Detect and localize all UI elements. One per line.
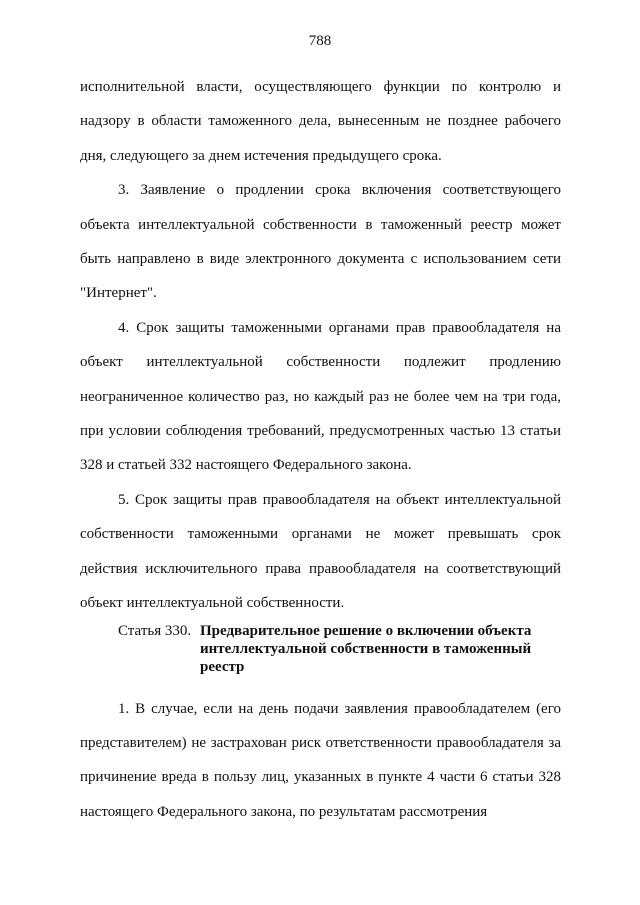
article-title: Предварительное решение о включении объекта интеллектуальной собственности в таможенный реестр: [200, 622, 532, 675]
page-number: 788: [308, 33, 332, 49]
paragraph-continuation: исполнительной власти, осуществляющего функции по контролю и надзору в области таможенного дела, вынесенным не позднее рабочего дня, следующего за днем истечения предыдущего срока.: [80, 79, 561, 164]
paragraph-3: 3. Заявление о продлении срока включения соответствующего объекта интеллектуальной собственности в таможенный реестр может быть направлено в виде электронного документа с использованием сети "Интернет".: [80, 182, 561, 302]
paragraph-4: 4. Срок защиты таможенными органами прав правообладателя на объект интеллектуальной собственности подлежит продлению неограниченное количество раз, но каждый раз не более чем на три года, при условии соблюдения требований, предусмотренных частью 13 статьи 328 и статьей 332 настоящего Федерального закона.: [80, 319, 561, 474]
article-paragraph-1: 1. В случае, если на день подачи заявления правообладателем (его представителем) не застрахован риск ответственности правообладателя за причинение вреда в пользу лиц, указанных в пункте 4 части 6 статьи 328 настоящего Федерального закона, по результатам рассмотрения: [80, 700, 561, 820]
article-heading: [80, 622, 561, 676]
document-body: [80, 70, 561, 829]
article-number: Статья 330.: [118, 622, 192, 639]
paragraph-5: 5. Срок защиты прав правообладателя на объект интеллектуальной собственности таможенными органами не может превышать срок действия исключительного права правообладателя на соответствующий объект интеллектуальной собственности.: [80, 491, 561, 612]
